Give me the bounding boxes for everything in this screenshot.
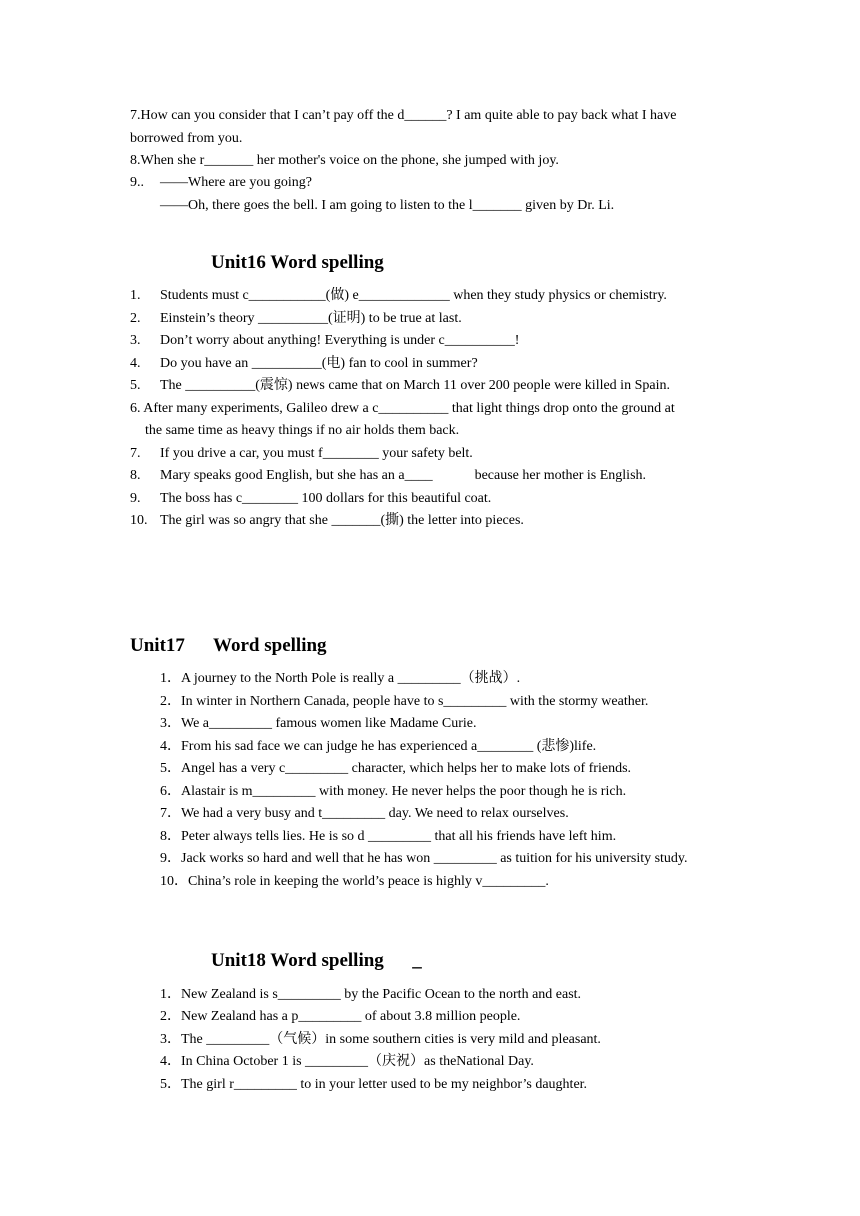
unit16-item-text: Do you have an __________(电) fan to cool in summer? (160, 356, 478, 371)
unit16-item-num: 1. (130, 288, 141, 303)
unit18-item: 1．New Zealand is s_________ by the Pacific Ocean to the north and east. (160, 987, 582, 1002)
unit16-item-text: Mary speaks good English, but she has an a____ because her mother is English. (160, 468, 647, 483)
unit16-item-6-line1: 6. After many experiments, Galileo drew a c__________ that light things drop onto the ground at (130, 401, 675, 416)
unit17-heading: Unit17 Word spelling (130, 635, 327, 656)
unit17-item: 2．In winter in Northern Canada, people have to s_________ with the stormy weather. (160, 694, 649, 709)
unit18-item: 2．New Zealand has a p_________ of about 3.8 million people. (160, 1009, 521, 1024)
unit17-item: 6．Alastair is m_________ with money. He never helps the poor though he is rich. (160, 784, 627, 799)
unit16-item-text: The __________(震惊) news came that on March 11 over 200 people were killed in Spain. (160, 378, 670, 393)
question-8: 8.When she r_______ her mother's voice on the phone, she jumped with joy. (130, 153, 559, 168)
unit16-item-text: If you drive a car, you must f________ your safety belt. (160, 446, 473, 461)
unit16-item-text: The boss has c________ 100 dollars for this beautiful coat. (160, 491, 492, 506)
question-7-line1: 7.How can you consider that I can’t pay off the d______? I am quite able to pay back what I have (130, 108, 677, 123)
unit16-item-num: 7. (130, 446, 141, 461)
question-7-line2: borrowed from you. (130, 131, 243, 146)
unit16-item-num: 10. (130, 513, 148, 528)
unit17-item: 1．A journey to the North Pole is really a _________（挑战）. (160, 671, 521, 686)
unit17-item: 7．We had a very busy and t_________ day. We need to relax ourselves. (160, 806, 569, 821)
unit18-item: 3．The _________（气候）in some southern cities is very mild and pleasant. (160, 1032, 601, 1047)
unit16-item-num: 3. (130, 333, 141, 348)
unit16-heading: Unit16 Word spelling (211, 252, 384, 273)
unit17-item: 9．Jack works so hard and well that he has won _________ as tuition for his university study. (160, 851, 688, 866)
unit16-item-6-line2: the same time as heavy things if no air holds them back. (145, 423, 460, 438)
unit17-item: 3．We a_________ famous women like Madame Curie. (160, 716, 477, 731)
unit16-item-num: 4. (130, 356, 141, 371)
question-9-number: 9.. (130, 175, 144, 190)
unit16-item-text: Don’t worry about anything! Everything is under c__________! (160, 333, 520, 348)
unit16-item-num: 2. (130, 311, 141, 326)
question-9-line1: ——Where are you going? (160, 175, 312, 190)
unit16-item-text: Einstein’s theory __________(证明) to be true at last. (160, 311, 462, 326)
unit16-item-num: 8. (130, 468, 141, 483)
unit18-item: 4．In China October 1 is _________（庆祝）as theNational Day. (160, 1054, 534, 1069)
unit18-item: 5．The girl r_________ to in your letter used to be my neighbor’s daughter. (160, 1077, 588, 1092)
question-9-line2: ——Oh, there goes the bell. I am going to listen to the l_______ given by Dr. Li. (160, 198, 615, 213)
unit16-item-text: The girl was so angry that she _______(撕) the letter into pieces. (160, 513, 524, 528)
unit17-item: 8．Peter always tells lies. He is so d _________ that all his friends have left him. (160, 829, 617, 844)
unit16-item-text: Students must c___________(做) e_____________ when they study physics or chemistry. (160, 288, 667, 303)
unit16-item-num: 5. (130, 378, 141, 393)
unit17-item: 4．From his sad face we can judge he has experienced a________ (悲惨)life. (160, 739, 597, 754)
unit17-item: 5．Angel has a very c_________ character, which helps her to make lots of friends. (160, 761, 632, 776)
unit18-heading: Unit18 Word spelling _ (211, 950, 422, 971)
unit17-item: 10．China’s role in keeping the world’s peace is highly v_________. (160, 874, 549, 889)
unit16-item-num: 9. (130, 491, 141, 506)
